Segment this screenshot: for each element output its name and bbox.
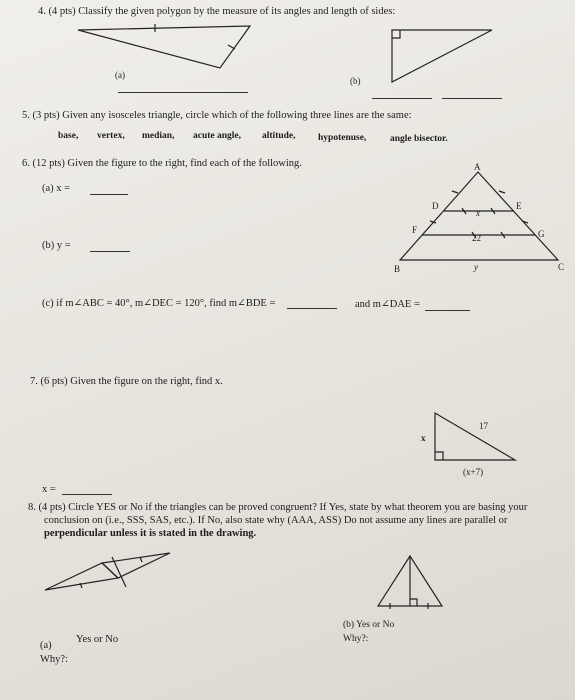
q5-prompt: 5. (3 pts) Given any isosceles triangle, circle which of the following three lines are the same: <box>22 110 412 121</box>
q4-triangle-b <box>382 22 502 92</box>
q8-prompt-line3: perpendicular unless it is stated in the drawing. <box>44 528 257 539</box>
q4-label-a: (a) <box>115 70 125 80</box>
q7-answer-label: x = <box>42 484 56 495</box>
q7-side-x: x <box>421 433 426 443</box>
q5-option-base[interactable]: base, <box>58 131 79 141</box>
q5-option-median[interactable]: median, <box>142 131 175 141</box>
q8-prompt-line2: conclusion on (i.e., SSS, SAS, etc.). If No, also state why (AAA, ASS) Do not assume any lines are parallel or <box>44 515 508 526</box>
label-x: x <box>476 208 480 218</box>
q6-part-a: (a) x = <box>42 183 71 194</box>
q7-base-x-plus-7: (x+7) <box>463 467 484 477</box>
label-F: F <box>412 225 418 235</box>
q8-a-yes-no[interactable]: Yes or No <box>76 634 119 645</box>
q6-prompt: 6. (12 pts) Given the figure to the right, find each of the following. <box>22 158 302 169</box>
q5-option-vertex[interactable]: vertex, <box>97 131 125 141</box>
q4-prompt: 4. (4 pts) Classify the given polygon by the measure of its angles and length of sides: <box>38 6 396 17</box>
q6-answer-line-c1[interactable] <box>287 308 337 309</box>
q8-b-why: Why?: <box>343 634 369 644</box>
q5-option-angle-bisector[interactable]: angle bisector. <box>390 134 448 144</box>
q4-triangle-a <box>70 18 270 78</box>
q7-hypotenuse-17: 17 <box>479 421 488 431</box>
q4-label-b: (b) <box>350 76 361 86</box>
q5-option-acute-angle[interactable]: acute angle, <box>193 131 242 141</box>
q6-answer-line-a[interactable] <box>90 194 128 195</box>
q5-option-hypotenuse[interactable]: hypotenuse, <box>318 133 367 143</box>
q6-part-c: (c) if m∠ABC = 40°, m∠DEC = 120°, find m∠BDE = <box>42 298 276 309</box>
q7-right-triangle <box>415 405 525 485</box>
q8-figure-b <box>370 548 450 618</box>
label-G: G <box>538 229 545 239</box>
q8-b-yes-no[interactable]: (b) Yes or No <box>343 620 395 630</box>
label-C: C <box>558 262 565 272</box>
q7-answer-line[interactable] <box>62 494 112 495</box>
q8-prompt-line1: 8. (4 pts) Circle YES or No if the triangles can be proved congruent? If Yes, state by what theorem you are basing your <box>28 502 528 513</box>
q7-prompt: 7. (6 pts) Given the figure on the right, find x. <box>30 376 223 387</box>
label-B: B <box>394 264 401 274</box>
q8-a-label: (a) <box>40 640 52 651</box>
q8-figure-a <box>40 545 185 607</box>
label-E: E <box>516 201 522 211</box>
q6-part-c-and: and m∠DAE = <box>355 299 420 310</box>
label-y: y <box>474 262 478 272</box>
q6-answer-line-c2[interactable] <box>425 310 470 311</box>
q4-answer-line-a <box>118 92 248 93</box>
q5-option-altitude[interactable]: altitude, <box>262 131 296 141</box>
q4-answer-line-b1 <box>372 98 432 99</box>
label-D: D <box>432 201 439 211</box>
q6-answer-line-b[interactable] <box>90 251 130 252</box>
q6-part-b: (b) y = <box>42 240 71 251</box>
label-22: 22 <box>472 233 481 243</box>
q6-figure <box>380 160 575 280</box>
label-A: A <box>474 162 481 172</box>
q8-a-why: Why?: <box>40 654 68 665</box>
q4-answer-line-b2 <box>442 98 502 99</box>
